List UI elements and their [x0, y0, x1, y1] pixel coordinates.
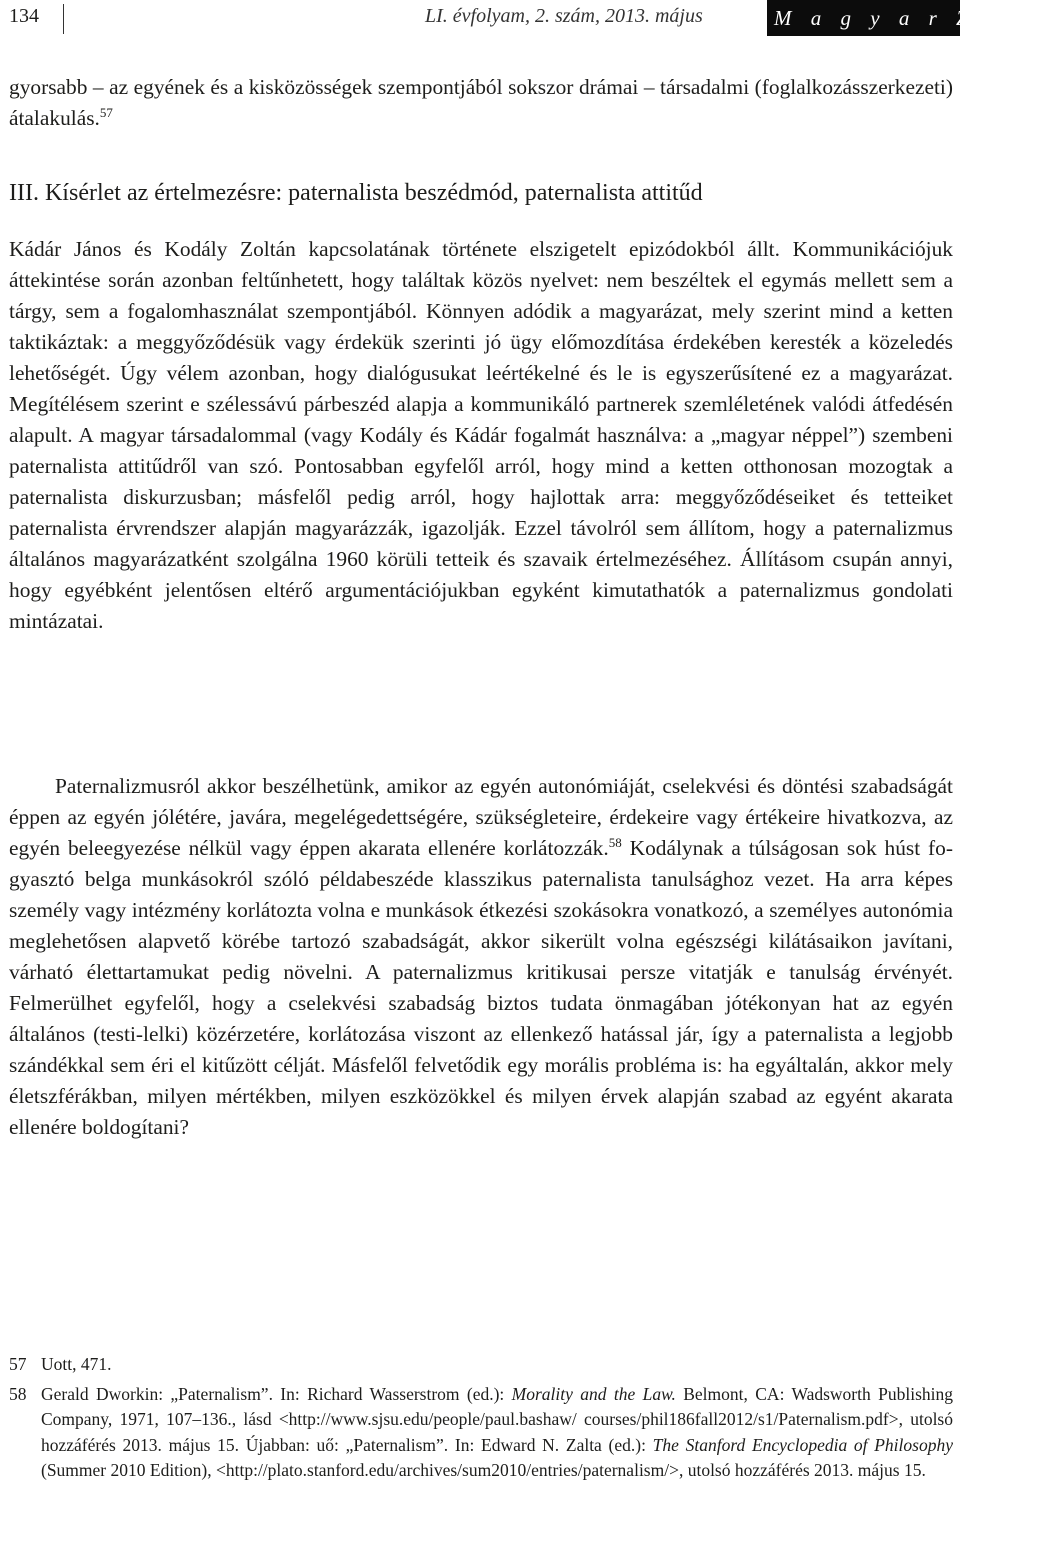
- footnote-text-c: (Summer 2010 Edition), <http://plato.stanford.edu/archives/sum2010/entries/paternalism/>, utolsó hozzáférés 2013. május 15.: [41, 1460, 926, 1481]
- header-divider: [63, 4, 64, 34]
- paragraph-2-part-2: Kodálynak a túlságosan sok húst fogyasztó belga munkásokról szóló példabeszéde klasszikus paternalista tanulsághoz vezet. Ha arra képes személy vagy intézmény korlátozta volna e munkások étkezési szokásokra vonatkozó, a személyes autonómia meglehetősen alapvető körébe tartozó szabadságát, akkor sikerült volna egészségi kilátásaikon javítani, várható élettartamukat pedig növelni. A paternalizmus kritikusai persze vitatják e tanulság érvényét. Felmerülhet egyfelől, hogy a cselekvési szabadság biztos tudata önmagában jótékonyan hat az egyén általános (testi-lelki) közérzetére, korlátozása viszont az ellenkező hatással jár, így a paternalista a legjobb szándékkal sem éri el kitűzött célját. Másfelől felvetődik egy morális probléma is: ha egyáltalán, akkor mely életszférákban, milyen mértékben, milyen eszközökkel és milyen érvek alapján szabad az egyént akarata ellenére boldogítani?: [9, 836, 954, 1139]
- footnote-number: 58: [9, 1383, 27, 1404]
- footnote-text-b: Belmont, CA: Wadsworth Publishing Company, 1971, 107–136., lásd <http://www.sjsu.edu/people/paul.bashaw/ courses/phil186fall2012/s1/Paternalism.pdf>, utolsó hozzáférés 2013. május 15. Újabban: uő: „Paternalism”. In: Edward N. Zalta (ed.):: [41, 1383, 953, 1455]
- footnote-text: Uott, 471.: [41, 1354, 112, 1374]
- paragraph-2: [9, 771, 953, 1143]
- footnote-title-a: Morality and the Law.: [511, 1383, 676, 1404]
- issue-info: LI. évfolyam, 2. szám, 2013. május: [425, 5, 703, 27]
- footnotes: [9, 1352, 953, 1488]
- paragraph-1: Kádár János és Kodály Zoltán kapcsolatának története elszigetelt epizódokból állt. Kommunikációjuk áttekintése során azonban feltűnhetett, hogy találtak közös nyelvet: nem beszéltek el egymás mellett sem a tárgy, sem a fogalomhasználat szempontjából. Könnyen adódik a magyarázat, mely szerint mind a ketten taktikáztak: a meggyőződésük vagy érdekük szerinti jó ügy előmozdítása érdekében keresték a közeledés lehetőségét. Úgy vélem azonban, hogy dialógusukat leértékelné és le is egyszerűsítené ez a magyarázat. Megítélésem szerint e szélessávú párbeszéd alapja a kommunikáló partnerek szemléletének valódi átfedésén alapult. A magyar társadalommal (vagy Kodály és Kádár fogalmát használva: a „magyar néppel”) szembeni paternalista attitűdről van szó. Pontosabban egyfelől arról, hogy mind a ketten otthonosan mozogtak a paternalista diskurzusban; másfelől pedig arról, hogy hajlottak arra: meggyőződéseiket és tetteiket paternalista érvrendszer alapján magyarázzák, igazolják. Ezzel távolról sem állítom, hogy a paternalizmus általános magyarázatként szolgálna 1960 körüli tetteik és szavaik értelmezéséhez. Állításom csupán annyi, hogy egyébként jelentősen eltérő argumentációjukban egyként kimutathatók a paternalizmus gondolati mintázatai.: [9, 237, 953, 633]
- footnote-text-a: Gerald Dworkin: „Paternalism”. In: Richard Wasserstrom (ed.):: [41, 1383, 512, 1404]
- journal-title: M a g y a r Z e n e: [767, 0, 960, 36]
- page-header: [0, 0, 1062, 40]
- page-number: 134: [9, 5, 39, 27]
- footnote-ref-58[interactable]: 58: [608, 835, 622, 850]
- intro-paragraph: [9, 72, 953, 134]
- footnote-58: [9, 1382, 953, 1484]
- footnote-separator: [9, 1325, 209, 1326]
- section-heading: III. Kísérlet az értelmezésre: paternalista beszédmód, paternalista attitűd: [9, 180, 703, 206]
- footnote-title-b: The Stanford Encyclopedia of Philosophy: [652, 1434, 953, 1455]
- footnote-57: [9, 1352, 953, 1378]
- paragraph-2-part-1: Paternalizmusról akkor beszélhetünk, amikor az egyén autonómiáját, cselekvési és döntési szabadságát éppen az egyén jólétére, javára, megelégedettségére, szükségleteire, érdekeire vagy értékeire hivatkozva, az egyén beleegyezése nélkül vagy éppen akarata ellenére korlátozzák.: [9, 774, 953, 860]
- intro-text: gyorsabb – az egyének és a kisközösségek szempontjából sokszor drámai – társadalmi (foglalkozásszerkezeti) átalakulás.: [9, 75, 953, 130]
- footnote-number: 57: [9, 1354, 27, 1374]
- footnote-ref-57[interactable]: 57: [99, 105, 113, 120]
